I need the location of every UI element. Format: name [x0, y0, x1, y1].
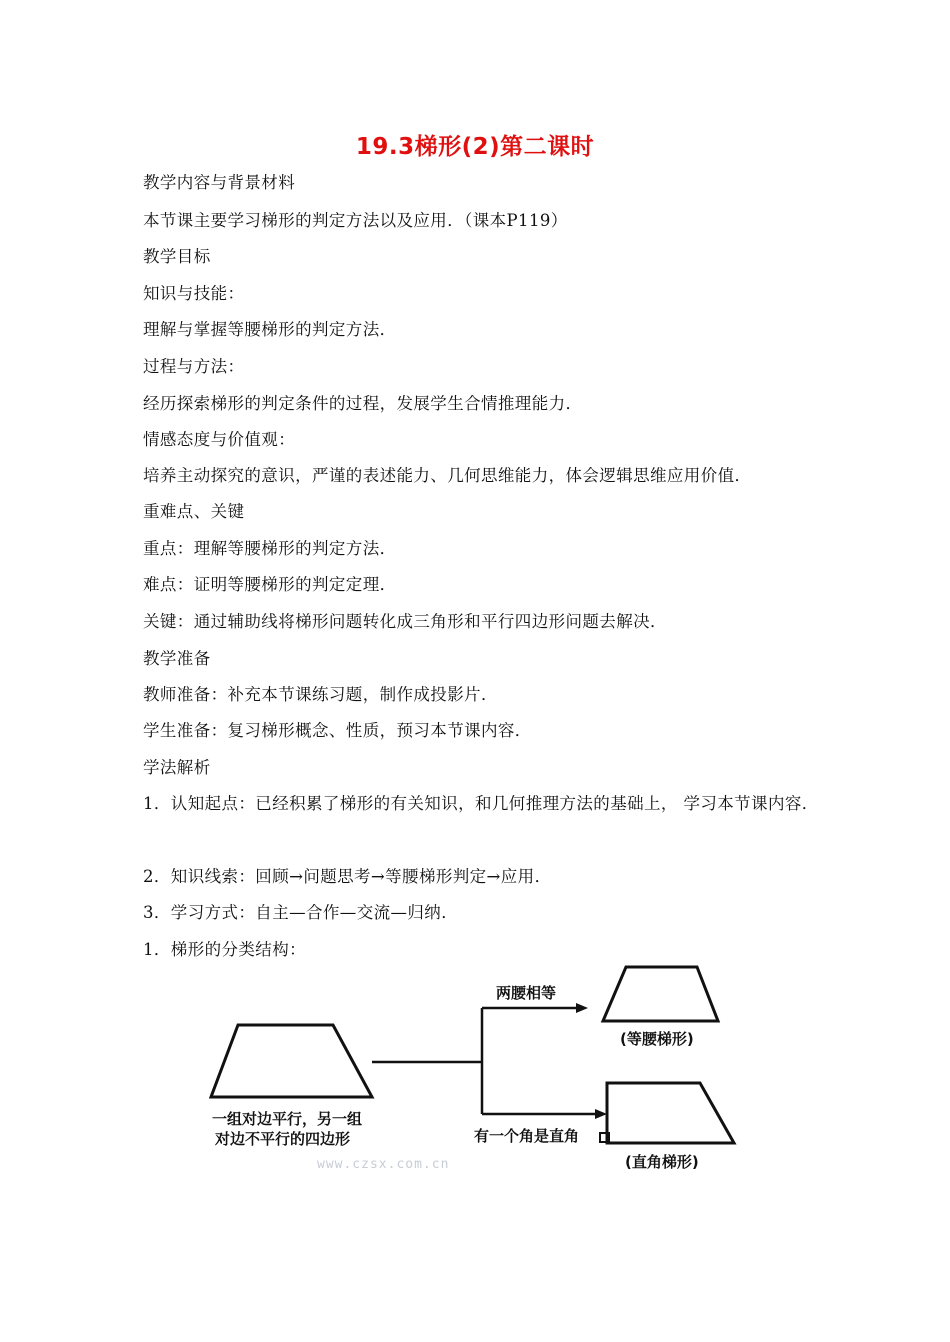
list-item: 3．学习方式：自主—合作—交流—归纳． [143, 903, 459, 922]
isosceles-trapezoid-shape [603, 967, 718, 1021]
arrow-bottom-head [595, 1109, 607, 1119]
heading-objectives: 教学目标 [143, 247, 211, 266]
branch-bottom-label: 有一个角是直角 [474, 1127, 580, 1145]
heading-method: 学法解析 [143, 758, 211, 777]
general-trapezoid-shape [211, 1025, 372, 1097]
list-item: 2．知识线索：回顾→问题思考→等腰梯形判定→应用． [143, 867, 552, 886]
page-title: 19.3梯形(2)第二课时 [355, 134, 595, 160]
paragraph: 经历探索梯形的判定条件的过程，发展学生合情推理能力． [143, 394, 583, 413]
branch-top-label: 两腰相等 [496, 984, 557, 1002]
paragraph: 本节课主要学习梯形的判定方法以及应用．（课本P119） [143, 211, 568, 230]
definition-text-1: 一组对边平行，另一组 [212, 1110, 363, 1128]
paragraph: 培养主动探究的意识，严谨的表述能力、几何思维能力，体会逻辑思维应用价值． [143, 466, 752, 485]
heading-key-points: 重难点、关键 [143, 502, 245, 521]
paragraph: 关键：通过辅助线将梯形问题转化成三角形和平行四边形问题去解决． [143, 612, 667, 631]
subheading: 过程与方法： [143, 357, 245, 376]
list-item: 1．梯形的分类结构： [143, 940, 306, 959]
definition-text-2: 对边不平行的四边形 [215, 1130, 351, 1148]
subheading: 知识与技能： [143, 284, 245, 303]
paragraph: 难点：证明等腰梯形的判定定理． [143, 575, 397, 594]
arrow-top-head [576, 1003, 588, 1013]
right-trapezoid-shape [607, 1083, 734, 1143]
list-item: 1．认知起点：已经积累了梯形的有关知识，和几何推理方法的基础上， 学习本节课内容． [143, 794, 819, 813]
right-trapezoid-label: (直角梯形) [625, 1153, 699, 1171]
subheading: 情感态度与价值观： [143, 430, 296, 449]
paragraph: 重点：理解等腰梯形的判定方法． [143, 539, 397, 558]
heading-preparation: 教学准备 [143, 649, 211, 668]
heading-content: 教学内容与背景材料 [143, 173, 296, 192]
paragraph: 理解与掌握等腰梯形的判定方法． [143, 320, 397, 339]
isosceles-trapezoid-label: (等腰梯形) [620, 1030, 694, 1048]
watermark: www.czsx.com.cn [317, 1157, 450, 1172]
paragraph: 教师准备：补充本节课练习题，制作成投影片． [143, 685, 498, 704]
paragraph: 学生准备：复习梯形概念、性质，预习本节课内容． [143, 721, 532, 740]
